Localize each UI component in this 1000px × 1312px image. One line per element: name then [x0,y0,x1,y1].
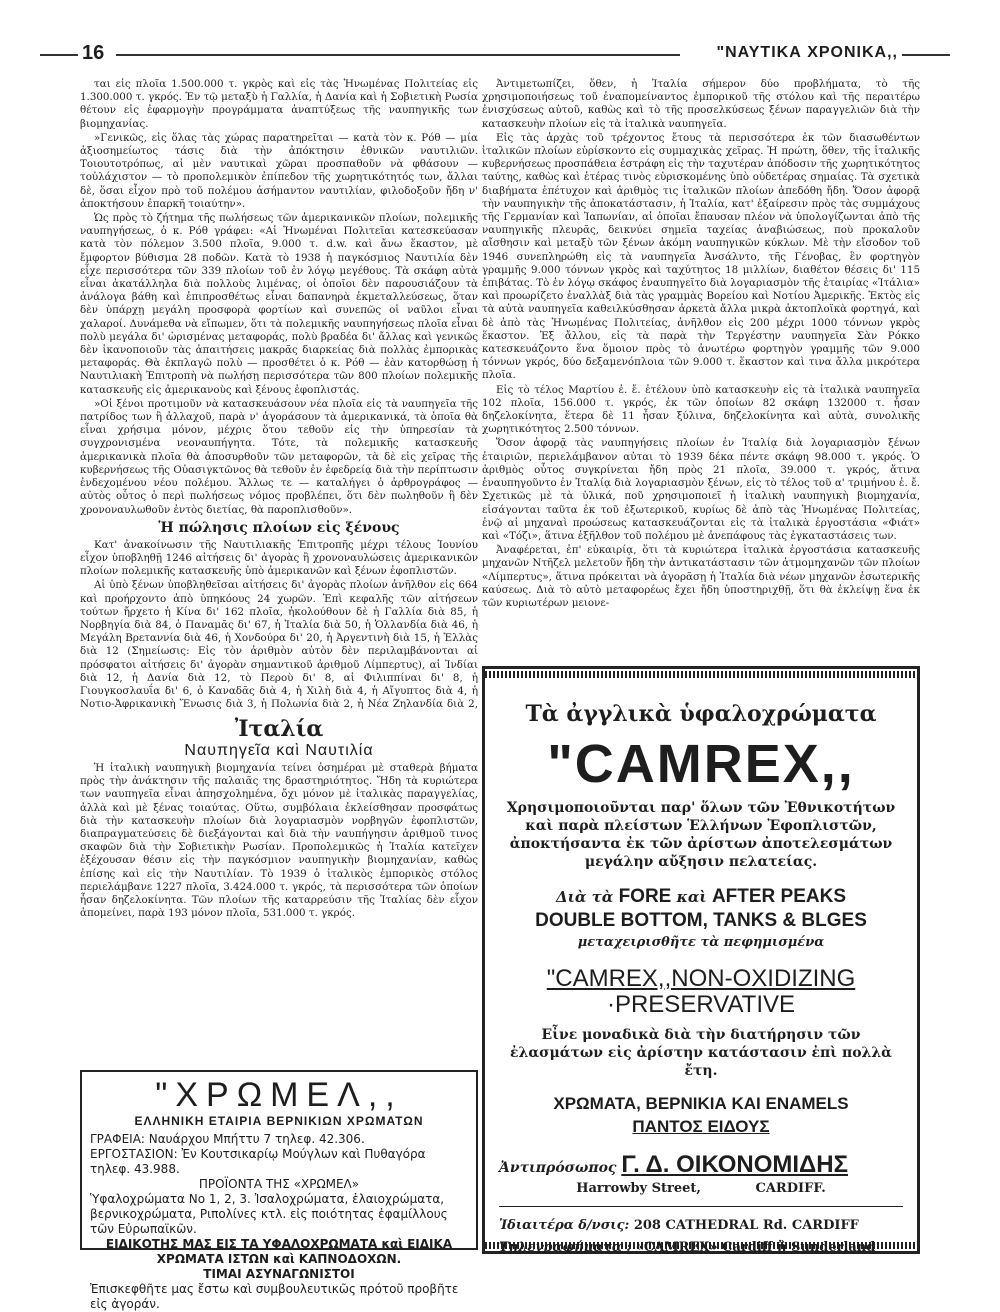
chromel-visit: Ἐπισκεφθῆτε μας ἔστω καὶ συμβουλευτικῶς πρότοῦ προβῆτε εἰς ἀγοράν. [90,1282,459,1311]
rep-label: Ἀντιπρόσωπος [499,1160,617,1176]
section-heading: Ἡ πώλησις πλοίων εἰς ξένους [158,519,400,536]
uses-tanks: DOUBLE BOTTOM, TANKS & BLGES [535,910,867,931]
camrex-use-famous: μεταχειρισθῆτε τὰ πεφημισμένα [577,935,825,950]
article-paragraph: ται εἰς πλοῖα 1.500.000 τ. γκρὸς καὶ εἰς τὰς Ἡνωμένας Πολιτείας εἰς 1.300.000 τ. γκρός. Ἐν τῷ μεταξὺ ἡ Γαλλία, ἡ Δανία καὶ ἡ Σοβιετικὴ Ρωσία θέτουν εἰς ἐφαρμογὴν προγράμματα ἀναπτύξεως τῆς ναυπηγικῆς των βιομηχανίας. [80,78,478,130]
uses-prefix: Διὰ τὰ [555,888,614,906]
camrex-representative [499,1151,903,1179]
camrex-advertisement [482,666,920,1254]
camrex-uses [499,885,903,933]
chromel-products-heading: ΠΡΟΪΟΝΤΑ ΤΗΣ «ΧΡΩΜΕΛ» [198,1177,360,1191]
chromel-specialty: ΧΡΩΜΑΤΑ ΙΣΤΩΝ καὶ ΚΑΠΝΟΔΟΧΩΝ. [156,1252,402,1266]
chromel-specialty: ΕΙΔΙΚΟΤΗΣ ΜΑΣ ΕΙΣ ΤΑ ΥΦΑΛΟΧΡΩΜΑΤΑ καὶ ΕΙΔΙΚΑ [105,1237,453,1251]
article-paragraph: Ἀντιμετωπίζει, ὅθεν, ἡ Ἰταλία σήμερον δύο προβλήματα, τὸ τῆς χρησιμοποιήσεως τοῦ ἐναπομείναντος ἐμπορικοῦ τῆς στόλου καὶ τῆς περαιτέρω ἐνισχύσεως αὐτοῦ, καθὼς καὶ τὸ τῆς προσελκύσεως ξένων παραγγελιῶν διὰ τὴν κατασκευὴν πλοίων εἰς τὰ ἰταλικὰ ναυπηγεῖα. [482,78,920,130]
camrex-headline: Τὰ ἀγγλικὰ ὑφαλοχρώματα [525,701,877,727]
preservative-name: "CAMREX,,NON-OXIDIZING [546,965,856,992]
chromel-products: Ὑφαλοχρώματα Νο 1, 2, 3. Ἰσαλοχρώματα, ἐλαιοχρώματα, βερνικοχρώματα, Ριπολίνες κτλ. εἰς ποιότητας ἐφαμίλλους τῶν Εὐρωπαϊκῶν. [90,1192,448,1236]
private-label: Ἰδιαιτέρα δ/νσις: [499,1218,630,1233]
camrex-pitch: Χρησιμοποιοῦνται παρ' ὅλων τῶν Ἐθνικοτήτων καὶ παρὰ πλείστων Ἑλλήνων Ἐφοπλιστῶν, ἀποκτήσαντα ἐκ τῶν ἀρίστων ἀποτελεσμάτων μεγάλην αὔξησιν πελατείας. [506,800,896,870]
page-number: 16 [82,42,105,64]
street-city: CARDIFF. [755,1181,826,1196]
preservative-type: ·PRESERVATIVE [606,991,796,1018]
right-column [482,78,920,658]
article-paragraph: Αἱ ὑπὸ ξένων ὑποβληθεῖσαι αἰτήσεις δι' ἀγορὰς πλοίων ἀνῆλθον εἰς 664 καὶ προήρχοντο ἀπὸ ὑπηκόους 24 χωρῶν. Ἐπὶ κεφαλῆς τῶν αἰτήσεων τούτων ἤρχετο ἡ Κίνα δι' 162 πλοῖα, ἠκολούθουν δὲ ἡ Γαλλία διὰ 85, ἡ Νορβηγία διὰ 84, ὁ Παναμᾶς δι' 67, ἡ Ἰταλία διὰ 50, ἡ Ὁλλανδία διὰ 46, ἡ Μεγάλη Βρεταννία διὰ 46, ἡ Χονδούρα δι' 20, ἡ Ἀργεντινὴ διὰ 15, ἡ Ἑλλὰς διὰ 12 (Σημείωσις: Εἰς τὸν ἀριθμὸν αὐτὸν δὲν περιλαμβάνονται αἱ πρόσφατοι αἰτήσεις δι' ἀγορὰν σημαντικοῦ ἀριθμοῦ Λίμπερτυς), αἱ Ἰνδίαι διὰ 12, ἡ Δανία διὰ 12, τὸ Περοὺ δι' 8, αἱ Φιλιππίναι δι' 8, ἡ Γιουγκοσλαυΐα δι' 6, ὁ Καναδᾶς διὰ 4, ἡ Χιλὴ διὰ 4, ἡ Αἴγυπτος διὰ 4, ἡ Νοτιο-Ἀφρικανικὴ Ἕνωσις διὰ 3, ἡ Πολωνία διὰ 2, ἡ Νέα Ζηλανδία διὰ 2, [80,579,478,711]
italia-subheading: Ναυπηγεῖα καὶ Ναυτιλία [184,742,374,759]
camrex-paints: ΧΡΩΜΑΤΑ, ΒΕΡΝΙΚΙΑ ΚΑΙ ENAMELS [553,1094,849,1113]
chromel-company: ΕΛΛΗΝΙΚΗ ΕΤΑΙΡΙΑ ΒΕΡΝΙΚΙΩΝ ΧΡΩΜΑΤΩΝ [134,1114,424,1128]
article-paragraph: Ἀναφέρεται, ἐπ' εὐκαιρίᾳ, ὅτι τὰ κυριώτερα ἰταλικὰ ἐργοστάσια κατασκευῆς μηχανῶν Ντῆζελ μελετοῦν ἤδη τὴν ἀντικατάστασιν τῶν ἀτμομηχανῶν τῶν πλοίων «Λίμπερτυς», ἅτινα πρόκειται νὰ ἀγορᾶσῃ ἡ Ἰταλία διὰ νέων μηχανῶν ἐσωτερικῆς καύσεως. Διὰ τὸ αὐτὸ μεταφορέως ἔχει ἤδη ὑποστηριχθῇ, ὅτι θὰ ἐκλείψῃ ἕνα ἐκ τῶν κυριωτέρων μειονε- [482,544,920,609]
street-name: Harrowby Street, [576,1181,701,1196]
page-header [40,42,950,66]
camrex-brand: "CAMREX,, [547,734,855,794]
chromel-advertisement [80,1070,478,1311]
italia-heading: Ἰταλία [234,716,324,742]
header-rule [40,54,78,56]
ad-divider [499,1206,903,1207]
journal-title: "ΝΑΥΤΙΚΑ ΧΡΟΝΙΚΑ,, [716,44,898,61]
article-paragraph: Ὅσον ἀφορᾷ τὰς ναυπηγήσεις πλοίων ἐν Ἰταλίᾳ διὰ λογαριασμὸν ξένων ἐταιριῶν, περιελάμβανον αὐται τὸ 1939 δέκα πέντε σκάφη 98.000 τ. γκρός. Ὁ ἀριθμὸς οὗτος συγκρίνεται ἤδη πρὸς 21 πλοῖα, 39.000 τ. γκρός, ἅτινα ἐναυπηγοῦντο ἐν Ἰταλίᾳ διὰ λογαριασμὸν ξένων, εἰς τὸ τέλος τοῦ α' τριμήνου ἐ. ἔ. Σχετικῶς μὲ τὰ ὑλικά, ποῦ χρησιμοποιεῖ ἡ ἰταλικὴ ναυπηγικὴ βιομηχανία, εἰσάγονται ταῦτα ἐκ τοῦ ἐξωτερικοῦ, κυρίως δὲ ἀπὸ τὰς Ἡνωμένας Πολιτείας, ἐνῷ αἱ μηχαναὶ προώσεως κατασκευάζονται εἰς τὰ ἰταλικὰ ἐργοστάσια «Φιάτ» καὶ «Τόζι», ἅτινα ἐξῆλθον τοῦ πολέμου μὲ ἀνεπάφους τὰς ἐγκαταστάσεις των. [482,437,920,542]
camrex-preservative-desc: Εἶνε μοναδικὰ διὰ τὴν διατήρησιν τῶν ἐλασμάτων εἰς ἀρίστην κατάστασιν ἐπὶ πολλὰ ἔτη. [510,1027,892,1079]
left-column [80,78,478,711]
italia-section [80,714,478,1071]
header-rule [902,54,950,56]
header-rule [116,54,680,56]
uses-after-peaks: AFTER PEAKS [711,886,847,907]
telegram-addr: «CAMREX» Cardiff ἢ Sunderland [635,1240,876,1255]
chromel-prices: ΤΙΜΑΙ ΑΣΥΝΑΓΩΝΙΣΤΟΙ [203,1267,355,1281]
chromel-brand: "ΧΡΩΜΕΛ,, [155,1076,403,1114]
uses-and: καὶ [676,888,707,906]
article-paragraph: Ἡ ἰταλικὴ ναυπηγικὴ βιομηχανία τείνει ὁσημέραι μὲ σταθερὰ βήματα πρὸς τὴν ἀνάκτησιν τῆς παλαιᾶς της δραστηριότητος. Ἤδη τὰ κυριώτερα των ναυπηγεῖα εἶναι ἀπησχολημένα, ὄχι μόνον μὲ ἰταλικὰς παραγγελίας, ἀλλὰ καὶ μὲ ξένας τοιαύτας. Οὕτω, συμβόλαια ἐκλείσθησαν προσφάτως διὰ τὴν κατασκευὴν πλοίων διὰ λογαριασμὸν νορβηγῶν ἐφοπλιστῶν, διαπραγματεύσεις δὲ διεξάγονται καὶ διὰ τὴν ναυπήγησιν ἀριθμοῦ τινος σκαφῶν διὰ τὴν Σοβιετικὴν Ρωσίαν. Προπολεμικῶς ἡ Ἰταλία κατεῖχεν ἐξέχουσαν θέσιν εἰς τὴν παγκόσμιον ναυπηγικὴν βιομηχανίαν, καθὼς ἐπίσης καὶ εἰς τὴν Ναυτιλίαν. Τὸ 1939 ὁ ἰταλικὸς ἐμπορικὸς στόλος περιελάμβανε 1227 πλοῖα, 3.424.000 τ. γκρός, τὰ περισσότερα τῶν ὁποίων ἦσαν δηζελοκίνητα. Τῶν πλοίων τῆς καταρρεύσιν τῆς Ἰταλίας δὲν εἶχον ἀπομείνει, παρὰ 193 μόνον πλοῖα, 531.000 τ. γκρός. [80,762,478,920]
article-paragraph: »Γενικῶς, εἰς ὅλας τὰς χώρας παρατηρεῖται — κατὰ τὸν κ. Ρόθ — μία ἀξιοσημείωτος τάσις διὰ τὴν ἀπόκτησιν ἐθνικῶν ναυτιλιῶν. Τοιουτοτρόπως, αἱ μὲν ναυτικαὶ χῶραι προσπαθοῦν νὰ φθάσουν — τοὐλάχιστον — τὸ προπολεμικὸν ἐπίπεδον τῆς χωρητικότητός των, ἄλλαι δὲ, ὅσαι εἶχον πρὸ τοῦ πολέμου ἀσήμαντον ναυτιλίαν, φιλοδοξοῦν ἤδη ν' ἀποκτήσουν ἐπαρκῆ τοιαύτην». [80,131,478,210]
telegram-label: Τηλεγραφήματα : [499,1240,632,1255]
ad-border-stripe [485,671,917,678]
article-paragraph: Εἰς τὰς ἀρχὰς τοῦ τρέχοντος ἔτους τὰ περισσότερα ἐκ τῶν διασωθέντων ἰταλικῶν πλοίων εὑρίσκοντο εἰς συμμαχικὰς χεῖρας. Ἡ πρώτη, ὅθεν, τῆς ἰταλικῆς κυβερνήσεως προσπάθεια ἐστράφη εἰς τὴν ταχυτέραν ἀπόδοσιν τῆς χωρητικότητος ταύτης, καθὼς καὶ ἑτέρας τινὸς εὑρισκομένης ὑπὸ οὐδετέρας σημαίας. Τὰ σχετικὰ διαβήματα ἐπέτυχον καὶ ἀριθμὸς τις ἰταλικῶν πλοίων ἀπεδόθη ἤδη. Ὅσον ἀφορᾷ τὴν ναυπηγικὴν τῆς ἀποκατάστασιν, ἡ Ἰταλία, κατ' ἐξαίρεσιν πρὸς τὰς συμμάχους τῆς Γερμανίαν καὶ Ἰαπωνίαν, αἱ ὁποῖαι ἔπαυσαν πλέον νὰ ὑπολογίζωνται ἀπὸ τῆς ναυπηγικῆς πλευρᾶς, δεικνύει σημεῖα ταχείας ἀναβιώσεως, ποὺ προκαλοῦν αἴσθησιν καὶ μεταξὺ τῶν ξένων ἀκόμη ναυπηγικῶν κύκλων. Μὲ τὴν εἴσοδον τοῦ 1946 συνεπληρώθη εἰς τὰ ναυπηγεῖα Ἀνσάλντο, τῆς Γένοβας, ἓν φορτηγὸν γραμμῆς 9.000 τόννων γκρὸς καὶ ταχύτητος 18 μιλλίων, διαθέτον θέσεις δι' 115 ἐπιβάτας. Τὸ ἐν λόγῳ σκάφος ἐναυπηγεῖτο διὰ λογαριασμὸν τῆς ἑταιρίας «Ἰτάλια» καὶ προωρίζετο ἐναλλὰξ διὰ τὰς γραμμὰς Βορείου καὶ Νοτίου Ἀμερικῆς. Ἐκτὸς εἰς τὰ αὐτὰ ναυπηγεῖα καθειλκύσθησαν ἀρκετὰ ἄλλα μικρὰ ἀκτοπλοϊκὰ φορτηγά, καὶ δὲ ἀπὸ τὰς Ἡνωμένας Πολιτείας, ἀνῆλθον εἰς 200 μέχρι 1000 τόννων γκρὸς ἕκαστον. Ἐξ ἄλλου, εἰς τὰ παρὰ τὴν Τεργέστην ναυπηγεῖα Σὰν Ρόκκο κατεσκευάζοντο ἕνα ὅμοιον πρὸς τὸ ἀνωτέρω φορτηγὸν γραμμῆς τῶν 9.000 τόννων γκρός, δύο δεξαμενόπλοια τῶν 9.000 τ. ἕκαστον καὶ τινα ἄλλα μικρότερα πλοῖα. [482,131,920,382]
article-paragraph: Ὡς πρὸς τὸ ζήτημα τῆς πωλήσεως τῶν ἀμερικανικῶν πλοίων, πολεμικῆς ναυπηγήσεως, ὁ κ. Ρόθ γράφει: «Αἱ Ἡνωμέναι Πολιτεῖαι κατεσκεύασαν κατὰ τὸν πόλεμον 3.500 πλοῖα, 9.000 τ. d.w. καὶ ἄνω ἕκαστον, μὲ ἔμφορτον βύθισμα 28 ποδῶν. Κατὰ τὸ 1938 ἡ παγκόσμιος Ναυτιλία δὲν εἶχε περισσότερα τῶν 339 πλοίων τοῦ ἐν λόγῳ μεγέθους. Τὰ σκάφη αὐτὰ εἶναι ἀκατάλληλα διὰ πολλοὺς λιμένας, οἱ ὁποῖοι δὲν παρουσιάζουν τὰ ἀνάλογα βάθη καὶ ἐπιπροσθέτως εἶναι δαπανηρὰ ἐκμεταλλεύσεως, ὅταν δὲν ὑπάρχῃ μεγάλη προσφορὰ φορτίων καὶ συνεπῶς οἱ ναῦλοι εἶναι χαλαροί. Δυνάμεθα νὰ εἴπωμεν, ὅτι τὰ πολεμικῆς ναυπηγήσεως πλοῖα εἶναι πολὺ μεγάλα δι' ὡρισμένας μεταφοράς, πολὺ βραδέα δι' ἄλλας καὶ γενικῶς δὲν ἱκανοποιοῦν τὰς ἀπαιτήσεις μακρᾶς διαρκείας διὰ πολλὰς ἐμπορικὰς μεταφοράς. Θὰ ἐκπλαγῶ πολὺ — προσθέτει ὁ κ. Ρόθ — ἐὰν κατορθώσῃ ἡ Ναυτιλιακὴ Ἐπιτροπὴ νὰ πωλήσῃ περισσότερα τῶν 800 πλοίων πολεμικῆς κατασκευῆς εἰς ἀμερικανοὺς καὶ ξένους ἐφοπλιστάς. [80,212,478,396]
rep-name: Γ. Δ. ΟΙΚΟΝΟΜΙΔΗΣ [621,1151,849,1178]
camrex-street [499,1181,903,1196]
camrex-private-address [499,1215,903,1237]
private-addr: 208 CATHEDRAL Rd. CARDIFF [633,1218,859,1233]
article-paragraph: »Οἱ ξένοι προτιμοῦν νὰ κατασκευάσουν νέα πλοῖα εἰς τὰ ναυπηγεῖα τῆς πατρίδος των ἢ ἀλλαχοῦ, παρὰ ν' ἀγοράσουν τὰ ἀμερικανικά, τὰ ὁποῖα θὰ εἶναι χρήσιμα μόνον, μέχρις ὅτου τεθοῦν εἰς τὴν ὑπηρεσίαν τὰ συγχρονισμένα νεοναυπήγητα. Τότε, τὰ πολεμικῆς κατασκευῆς ἀμερικανικὰ πλοῖα θὰ ἀποσυρθοῦν τῶν μεταφορῶν, τὰ δὲ εἰς χεῖρας τῆς κυβερνήσεως τῆς Οὐασιγκτῶνος θὰ τεθοῦν ἐν ἐφεδρείᾳ διὰ τὴν περίπτωσιν ἐνδεχομένου νέου πολέμου. Ἄλλως τε — καταλήγει ὁ ἀρθρογράφος — αὐτὸς οὗτος ὁ περὶ πωλήσεως νόμος προβλέπει, ὅτι δὲν πωληθοῦν ἢ δὲν χρονοναυλωθοῦν ἐντὸς διετίας, θὰ παροπλισθοῦν». [80,397,478,516]
camrex-preservative [499,966,903,1018]
camrex-all-kinds: ΠΑΝΤΟΣ ΕΙΔΟΥΣ [632,1117,770,1136]
chromel-offices: ΓΡΑΦΕΙΑ: Ναυάρχου Μπήττυ 7 τηλεφ. 42.306. [90,1132,365,1146]
article-paragraph: Εἰς τὸ τέλος Μαρτίου ἐ. ἔ. ἐτέλουν ὑπὸ κατασκευὴν εἰς τὰ ἰταλικὰ ναυπηγεῖα 102 πλοῖα, 156.000 τ. γκρός, ἐκ τῶν ὁποίων 82 σκάφη 132000 τ. ἦσαν δηζελοκίνητα, ἕτερα δὲ 11 ἦσαν ξύλινα, δηζελοκίνητα καὶ αὐτὰ, συνολικῆς χωρητικότητος 2.500 τόννων. [482,383,920,436]
chromel-factory: ΕΡΓΟΣΤΑΣΙΟΝ: Ἐν Κουτσικαρίῳ Μούγλων καὶ Πυθαγόρα τηλεφ. 43.988. [90,1147,426,1176]
uses-fore: FORE [618,886,672,907]
article-paragraph: Κατ' ἀνακοίνωσιν τῆς Ναυτιλιακῆς Ἐπιτροπῆς μέχρι τέλους Ἰουνίου εἶχον ὑποβληθῇ 1246 αἰτήσεις δι' ἀγορὰς ἢ χρονοναυλώσεις ἀμερικανικῶν πλοίων πολεμικῆς κατασκευῆς ὑπὸ ἀμερικανῶν καὶ ξένων ἐφοπλιστῶν. [80,538,478,578]
camrex-telegram [499,1237,903,1259]
